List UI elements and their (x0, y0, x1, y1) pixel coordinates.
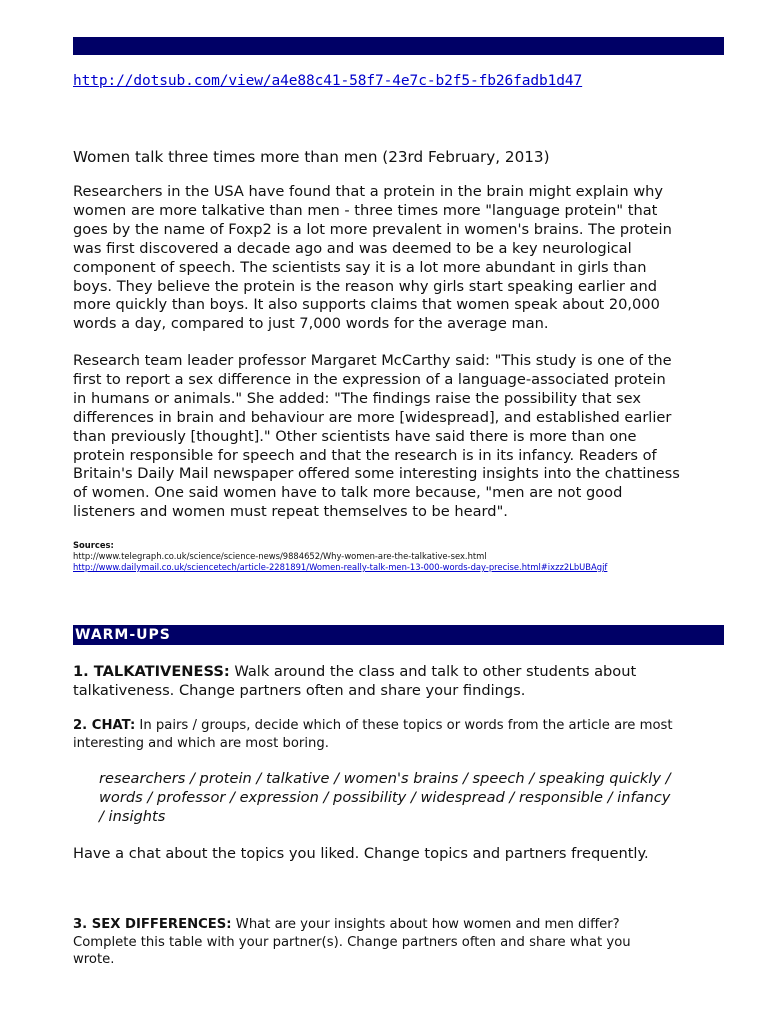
question-text: What are your insights about how women and men differ? (231, 917, 620, 932)
question-line (73, 662, 636, 681)
word-list-line: researchers / protein / talkative / women's brains / speech / speaking quickly / (99, 770, 671, 787)
question-line (73, 717, 673, 735)
sources-block (73, 540, 607, 573)
source-telegraph: http://www.telegraph.co.uk/science/science-news/9884652/Why-women-are-the-talkative-sex.html (73, 551, 487, 561)
question-line: talkativeness. Change partners often and share your findings. (73, 682, 526, 699)
question-talkativeness (73, 662, 636, 700)
video-link[interactable]: http://dotsub.com/view/a4e88c41-58f7-4e7c-b2f5-fb26fadb1d47 (73, 73, 583, 89)
word-list-line: words / professor / expression / possibility / widespread / responsible / infancy (99, 789, 671, 806)
text-line: in humans or animals." She added: "The findings raise the possibility that sex (73, 389, 642, 407)
sources-label: Sources: (73, 540, 114, 550)
warmups-heading: WARM-UPS (73, 625, 724, 645)
question-chat (73, 717, 673, 752)
text-line: first to report a sex difference in the expression of a language-associated protein (73, 370, 666, 388)
word-list-line: / insights (99, 808, 166, 825)
text-line: women are more talkative than men - three times more "language protein" that (73, 201, 658, 219)
question-line: wrote. (73, 952, 115, 967)
text-line: than previously [thought]." Other scientists have said there is more than one (73, 427, 637, 445)
question-keyword: 1. TALKATIVENESS: (73, 663, 230, 680)
text-line: more quickly than boys. It also supports claims that women speak about 20,000 (73, 296, 660, 314)
question-text: Walk around the class and talk to other students about (229, 663, 637, 680)
question-line: Complete this table with your partner(s). Change partners often and share what you (73, 934, 631, 950)
text-line: Researchers in the USA have found that a protein in the brain might explain why (73, 183, 664, 200)
header-bar (73, 37, 724, 55)
text-line: listeners and women must repeat themselves to be heard". (73, 503, 508, 521)
source-dailymail-link[interactable]: http://www.dailymail.co.uk/sciencetech/article-2281891/Women-really-talk-men-13-000-words-day-precise.html#ixzz2LbUBAgjf (73, 562, 608, 572)
question-keyword: 3. SEX DIFFERENCES: (73, 917, 232, 932)
text-line: of women. One said women have to talk more because, "men are not good (73, 484, 623, 502)
text-line: differences in brain and behaviour are more [widespread], and established earlier (73, 408, 672, 426)
text-line: Research team leader professor Margaret McCarthy said: "This study is one of the (73, 352, 672, 369)
article-title: Women talk three times more than men (23rd February, 2013) (73, 148, 550, 166)
question-text: In pairs / groups, decide which of these topics or words from the article are most (135, 718, 673, 733)
text-line: words a day, compared to just 7,000 words for the average man. (73, 315, 549, 333)
question-sex-differences (73, 916, 631, 969)
text-line: Britain's Daily Mail newspaper offered some interesting insights into the chattiness (73, 465, 680, 483)
text-line: was first discovered a decade ago and was deemed to be a key neurological (73, 239, 632, 257)
question-line (73, 916, 631, 934)
article-paragraph-1 (73, 183, 733, 334)
text-line: protein responsible for speech and that the research is in its infancy. Readers of (73, 446, 657, 464)
question-keyword: 2. CHAT: (73, 718, 136, 733)
chat-instruction: Have a chat about the topics you liked. Change topics and partners frequently. (73, 845, 649, 862)
question-line: interesting and which are most boring. (73, 735, 329, 751)
topic-word-list (99, 769, 671, 826)
text-line: boys. They believe the protein is the reason why girls start speaking earlier and (73, 277, 657, 295)
article-paragraph-2 (73, 352, 733, 522)
text-line: component of speech. The scientists say it is a lot more abundant in girls than (73, 258, 647, 276)
text-line: goes by the name of Foxp2 is a lot more prevalent in women's brains. The protein (73, 220, 672, 238)
